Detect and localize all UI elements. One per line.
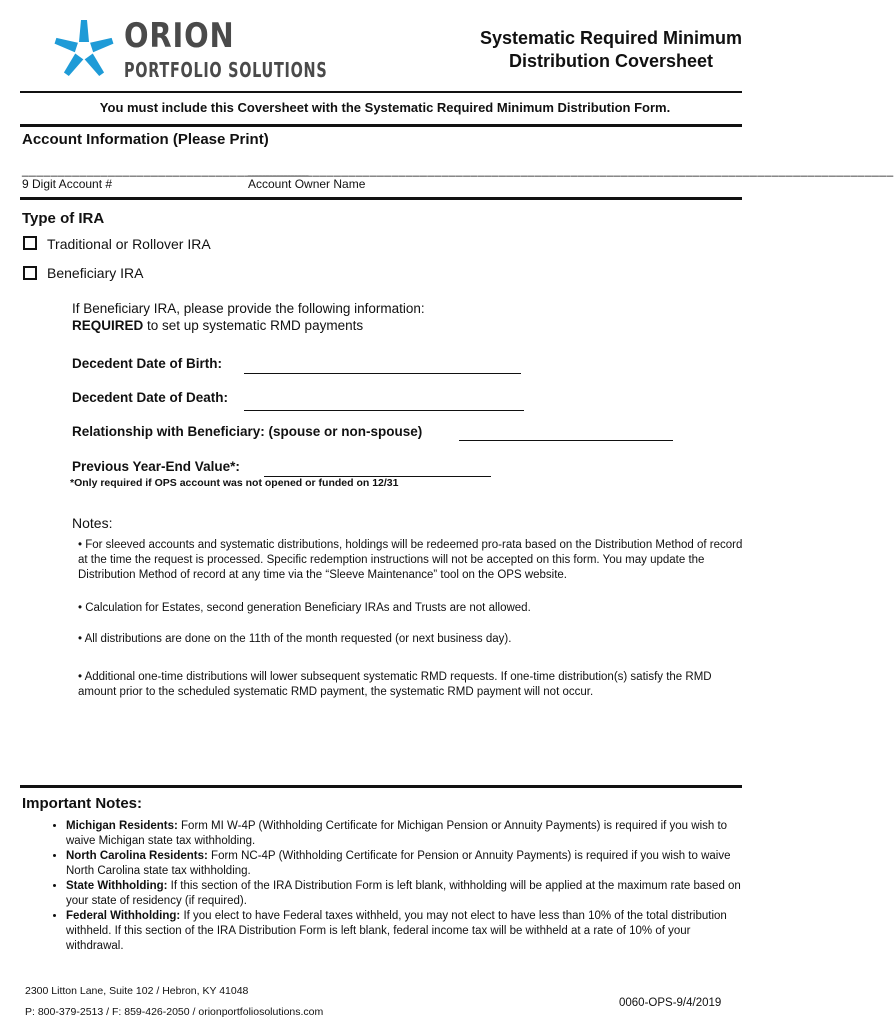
note-item-3: • All distributions are done on the 11th of the month requested (or next business day). (78, 633, 512, 645)
required-word: REQUIRED (72, 318, 144, 333)
divider-account (20, 124, 742, 127)
form-code: 0060-OPS-9/4/2019 (619, 997, 722, 1009)
traditional-ira-label: Traditional or Rollover IRA (47, 236, 211, 252)
important-item: • State Withholding: If this section of the IRA Distribution Form is left blank, withholding will be applied at the maximum rate based on your state of residency (if required). (66, 879, 748, 909)
dod-field[interactable] (244, 410, 524, 411)
prev-value-label: Previous Year-End Value*: (72, 459, 240, 474)
required-rest: to set up systematic RMD payments (143, 318, 364, 333)
beneficiary-intro: If Beneficiary IRA, please provide the following information: (72, 301, 425, 316)
relationship-label: Relationship with Beneficiary: (spouse or non-spouse) (72, 424, 423, 439)
required-note (72, 317, 363, 334)
logo-name: ORION (124, 16, 235, 56)
owner-name-label: Account Owner Name (248, 177, 366, 191)
prev-value-footnote: *Only required if OPS account was not opened or funded on 12/31 (70, 477, 399, 489)
logo-subtitle: PORTFOLIO SOLUTIONS (124, 58, 328, 82)
important-heading: Important Notes: (22, 795, 142, 812)
divider-important (20, 785, 742, 788)
beneficiary-ira-label: Beneficiary IRA (47, 265, 144, 281)
important-item: • North Carolina Residents: Form NC-4P (Withholding Certificate for Pension or Annuity Payments) is required if you wish to waive North Carolina state tax withholding. (66, 849, 748, 879)
footer-contact: P: 800-379-2513 / F: 859-426-2050 / orionportfoliosolutions.com (25, 1006, 324, 1018)
important-item: • Michigan Residents: Form MI W-4P (Withholding Certificate for Michigan Pension or Annuity Payments) is required if you wish to waive Michigan state tax withholding. (66, 819, 748, 849)
divider-top (20, 91, 742, 93)
note-item-1: • For sleeved accounts and systematic distributions, holdings will be redeemed pro-rata based on the Distribution Method of record at the time the request is processed. Specific redemption instructions will not be accepted on this form. You may update the Distribution Method of record at any time via the “Sleeve Maintenance” tool on the OPS website. (78, 539, 743, 581)
title-line-2: Distribution Coversheet (508, 51, 714, 71)
divider-ira (20, 197, 742, 200)
title-line-1: Systematic Required Minimum (479, 28, 743, 48)
notes-heading: Notes: (72, 515, 113, 531)
orion-star-icon (48, 14, 120, 86)
relationship-field[interactable] (459, 440, 673, 441)
important-item: • Federal Withholding: If you elect to have Federal taxes withheld, you may not elect to have less than 10% of the total distribution withheld. If this section of the IRA Distribution Form is left blank, federal income tax will be withheld at a rate of 10% of your withdrawal. (66, 909, 748, 954)
dod-label: Decedent Date of Death: (72, 390, 229, 405)
page-title (455, 27, 767, 73)
instruction-text: You must include this Coversheet with the Systematic Required Minimum Distribution Form. (99, 100, 671, 115)
owner-name-field[interactable]: __________________________________________________________________________________________ (248, 163, 894, 177)
note-item-4: • Additional one-time distributions will lower subsequent systematic RMD requests. If one-time distribution(s) satisfy the RMD amount prior to the scheduled systematic RMD payment, the systematic RMD payment will not occur. (78, 671, 712, 698)
note-item-2: • Calculation for Estates, second generation Beneficiary IRAs and Trusts are not allowed. (78, 602, 531, 614)
beneficiary-ira-checkbox[interactable] (23, 266, 37, 280)
dob-label: Decedent Date of Birth: (72, 356, 223, 371)
dob-field[interactable] (244, 373, 521, 374)
logo (48, 14, 328, 86)
account-number-label: 9 Digit Account # (22, 177, 113, 191)
traditional-ira-checkbox[interactable] (23, 236, 37, 250)
important-list (20, 819, 748, 954)
account-heading: Account Information (Please Print) (22, 131, 269, 148)
footer-address: 2300 Litton Lane, Suite 102 / Hebron, KY 41048 (25, 985, 249, 997)
account-number-field[interactable]: ________________________________________ (22, 163, 309, 177)
ira-heading: Type of IRA (22, 210, 105, 227)
